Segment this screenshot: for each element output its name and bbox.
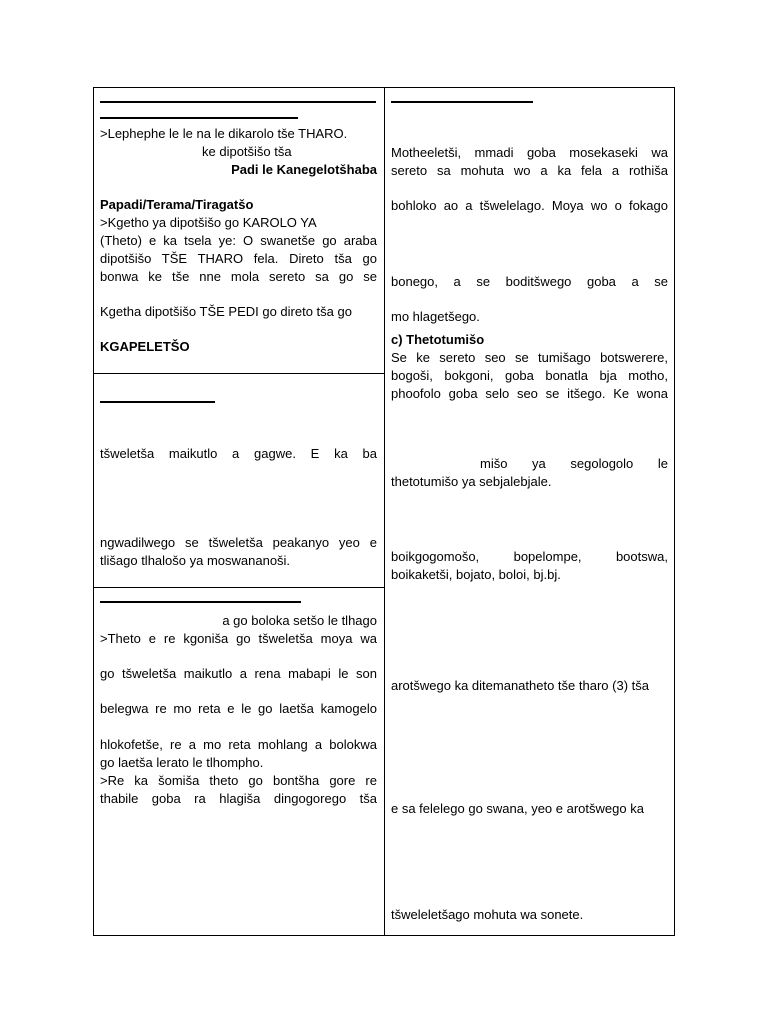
text-line: Motheeletši, mmadi goba mosekaseki wa [391, 145, 668, 160]
text-line: tšweletša maikutlo a gagwe. E ka ba [100, 446, 377, 461]
redacted-rule [391, 101, 533, 103]
text-line: >Theto e re kgoniša go tšweletša moya wa [100, 631, 377, 646]
text-line: Kgetha dipotšišo TŠE PEDI go direto tša go [100, 304, 352, 319]
text-line: a go boloka setšo le tlhago [222, 613, 377, 628]
text-line: >Re ka šomiša theto go bontšha gore re [100, 773, 377, 788]
text-line: (Theto) e ka tsela ye: O swanetše go araba [100, 233, 377, 248]
text-line: thetotumišo ya sebjalebjale. [391, 474, 552, 489]
text-line: mo hlagetšego. [391, 309, 480, 324]
redacted-rule [100, 601, 301, 603]
row-divider-1 [93, 373, 384, 374]
section-heading: Padi le Kanegelotšhaba [231, 162, 377, 177]
text-line: bonwa ke tše nne mola sereto sa go se [100, 269, 377, 284]
text-line: mišo ya segologolo le [480, 456, 668, 471]
row-divider-2 [93, 587, 384, 588]
text-line: belegwa re mo reta e le go laetša kamogelo [100, 701, 377, 716]
section-heading: KGAPELETŠO [100, 339, 190, 354]
section-heading: Papadi/Terama/Tiragatšo [100, 197, 254, 212]
text-line: tlišago tlhalošo ya moswananoši. [100, 553, 291, 568]
text-line: bogoši, bokgoni, goba bonatla bja motho, [391, 368, 668, 383]
text-line: dipotšišo TŠE THARO fela. Direto tša go [100, 251, 377, 266]
text-line: >Kgetho ya dipotšišo go KAROLO YA [100, 215, 317, 230]
text-line: arotšwego ka ditemanatheto tše tharo (3) tša [391, 678, 649, 693]
text-line: bohloko ao a tšwelelago. Moya wo o fokago [391, 198, 668, 213]
text-line: go tšweletša maikutlo a rena mabapi le son [100, 666, 377, 681]
text-line: ngwadilwego se tšweletša peakanyo yeo e [100, 535, 377, 550]
text-line: e sa felelego go swana, yeo e arotšwego ka [391, 801, 644, 816]
text-line: tšweleletšago mohuta wa sonete. [391, 907, 584, 922]
text-line: hlokofetše, re a mo reta mohlang a bolokwa [100, 737, 377, 752]
text-line: ke dipotšišo tša [202, 144, 292, 159]
text-line: go laetša lerato le tlhompho. [100, 755, 264, 770]
text-line: bonego, a se boditšwego goba a se [391, 274, 668, 289]
section-heading: c) Thetotumišo [391, 332, 485, 347]
text-line: thabile goba ra hlagiša dingogorego tša [100, 791, 377, 806]
text-line: sereto sa mohuta wo a ka fela a rothiša [391, 163, 668, 178]
text-line: boikaketši, bojato, boloi, bj.bj. [391, 567, 561, 582]
text-line: Se ke sereto seo se tumišago botswerere, [391, 350, 668, 365]
redacted-rule [100, 101, 376, 103]
text-line: >Lephephe le le na le dikarolo tše THARO. [100, 126, 348, 141]
redacted-rule [100, 117, 298, 119]
column-divider [384, 87, 385, 936]
text-line: phoofolo goba selo seo se itšego. Ke wona [391, 386, 668, 401]
text-line: boikgogomošo, bopelompe, bootswa, [391, 549, 668, 564]
redacted-rule [100, 401, 215, 403]
